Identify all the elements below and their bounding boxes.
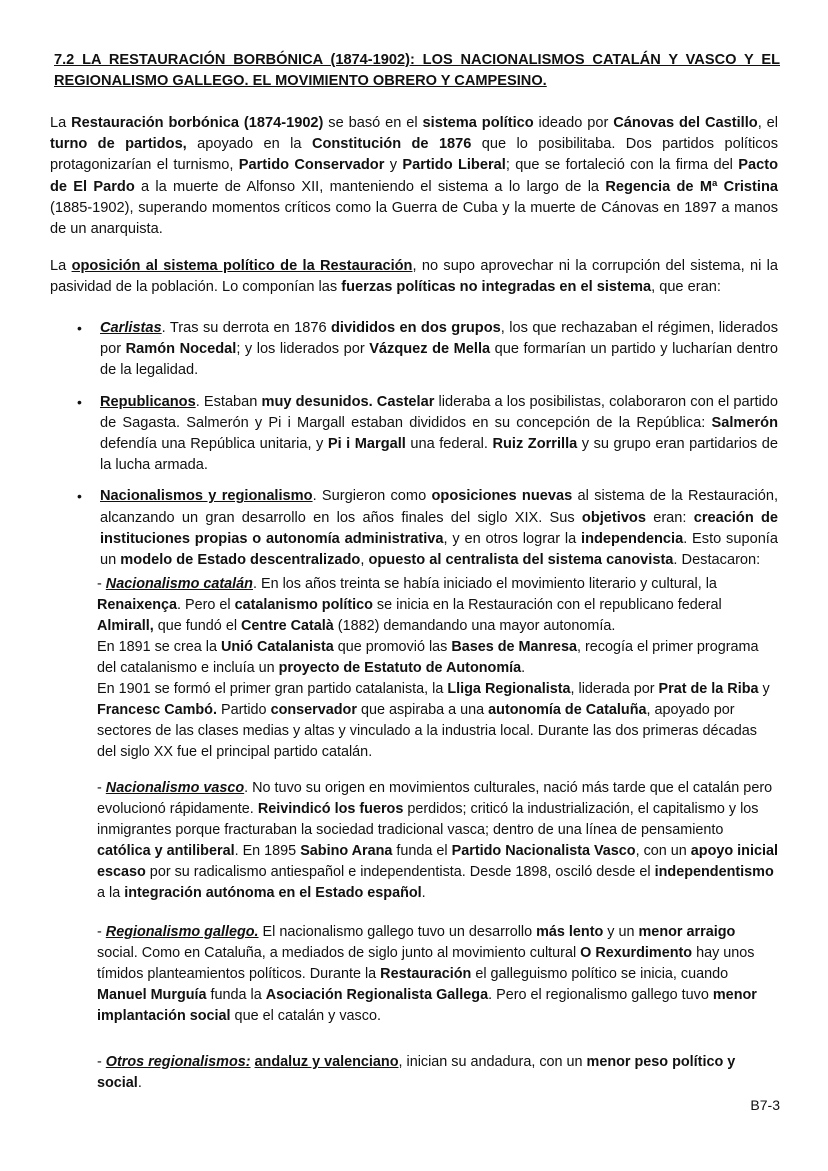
text-run: La — [50, 258, 72, 274]
text-run: , no supo aprovechar ni la corrupción del sistema, ni la pasividad de la población. Lo componían las — [50, 258, 778, 296]
text-run: . Destacaron: — [673, 552, 761, 569]
text-run: se inicia en la Restauración con el republicano federal — [372, 597, 722, 613]
text-run: funda la — [206, 987, 266, 1003]
emphasis-text: muy desunidos. — [261, 393, 373, 410]
text-run: - — [97, 1054, 106, 1070]
text-run: que formarían un partido y lucharían dentro de la legalidad. — [100, 341, 779, 379]
emphasis-text: menor peso político y social — [97, 1054, 736, 1091]
emphasis-text: Restauración — [380, 966, 472, 982]
emphasis-text: independentismo — [654, 864, 774, 880]
text-run: ; que se fortaleció con la firma del — [505, 157, 739, 174]
text-run: . Esto suponía un — [100, 530, 778, 569]
catalan-paragraph-3 — [97, 679, 779, 763]
emphasis-text: andaluz y valenciano — [254, 1054, 399, 1070]
emphasis-text: Nacionalismos y regionalismo — [100, 488, 313, 505]
emphasis-text: oposición al sistema político de la Restauración — [71, 258, 413, 274]
catalan-paragraph-2 — [97, 637, 779, 679]
emphasis-text: Cánovas del Castillo — [613, 115, 758, 131]
emphasis-text: menor arraigo — [638, 924, 736, 940]
text-run: La — [50, 115, 72, 131]
emphasis-text: Regionalismo gallego. — [105, 924, 259, 940]
text-run: hay unos tímidos planteamientos políticos. Durante la — [97, 945, 755, 982]
text-run: ideado por — [533, 115, 614, 131]
text-run: . Tras su derrota en 1876 — [161, 320, 331, 336]
text-run: . No tuvo su origen en movimientos culturales, nació más tarde que el catalán pero evolucionó rápidamente. — [97, 780, 773, 817]
text-run: que promovió las — [333, 639, 452, 655]
emphasis-text: objetivos — [581, 509, 646, 526]
text-run: , y en otros lograr la — [443, 530, 582, 547]
emphasis-text: Renaixença — [97, 597, 177, 613]
text-run: . — [137, 1075, 142, 1091]
emphasis-text: conservador — [270, 702, 357, 718]
emphasis-text: proyecto de Estatuto de Autonomía — [278, 660, 522, 676]
text-run: lideraba a los posibilistas, colaboraron con el partido de Sagasta. Salmerón y Pi i Margall estaban divididos en su concepción de la República: — [100, 393, 779, 431]
emphasis-text: Prat de la Riba — [658, 681, 759, 697]
emphasis-text: Centre Català — [241, 618, 334, 634]
emphasis-text: Partido Nacionalista Vasco — [451, 843, 636, 859]
text-run: . Pero el regionalismo gallego tuvo — [488, 987, 713, 1003]
text-run: . — [421, 885, 426, 901]
list-item-text — [100, 488, 778, 568]
emphasis-text: Ruiz Zorrilla — [492, 436, 578, 453]
text-run: - — [97, 924, 106, 940]
text-run: y su grupo eran partidarios de la lucha armada. — [100, 436, 778, 474]
emphasis-text: integración autónoma en el Estado español — [124, 885, 422, 901]
text-run: apoyado en la — [186, 136, 312, 153]
text-run: y — [384, 157, 403, 174]
text-run: (1885-1902), superando momentos críticos como la Guerra de Cuba y la muerte de Cánovas en 1897 a manos de un anarquista. — [50, 199, 778, 238]
text-run: que el catalán y vasco. — [230, 1008, 381, 1024]
opposition-list — [50, 318, 778, 581]
text-run: a la muerte de Alfonso XII, manteniendo el sistema a lo largo de la — [134, 178, 606, 195]
text-run: El nacionalismo gallego tuvo un desarrollo — [258, 924, 537, 940]
text-run: se basó en el — [323, 115, 423, 131]
page-number: B7-3 — [750, 1097, 780, 1113]
section-otros — [97, 1052, 779, 1094]
list-item-text — [100, 394, 778, 474]
text-run: , inician su andadura, con un — [398, 1054, 587, 1070]
emphasis-text: católica y antiliberal — [97, 843, 235, 859]
emphasis-text: Reivindicó los fueros — [257, 801, 404, 817]
list-item-republicanos — [50, 392, 778, 477]
list-item-carlistas — [50, 318, 778, 382]
text-run: perdidos; criticó la industrialización, el capitalismo y los inmigrantes porque fracturaban la sociedad tradicional vasca; dentro de una línea de pensamiento — [97, 801, 759, 838]
text-run: , recogía el primer programa del catalanismo e incluía un — [97, 639, 759, 676]
emphasis-text: fuerzas políticas no integradas en el sistema — [341, 279, 652, 296]
emphasis-text: Lliga Regionalista — [447, 681, 571, 697]
emphasis-text: menor implantación social — [97, 987, 757, 1024]
section-catalan — [97, 574, 779, 763]
text-run: eran: — [645, 509, 694, 526]
list-item-text — [100, 320, 778, 378]
emphasis-text: catalanismo político — [234, 597, 373, 613]
text-run: - — [97, 780, 106, 796]
text-run: , con un — [635, 843, 691, 859]
bullet-icon: • — [77, 488, 82, 505]
emphasis-text: Otros regionalismos: — [105, 1054, 251, 1070]
text-run: . Estaban — [195, 393, 262, 410]
emphasis-text: Vázquez de Mella — [369, 341, 491, 358]
emphasis-text: Restauración borbónica (1874-1902) — [71, 115, 324, 131]
text-run: , liderada por — [570, 681, 659, 697]
emphasis-text: Carlistas — [100, 320, 162, 336]
bullet-icon: • — [77, 320, 82, 336]
text-run: social. Como en Cataluña, a mediados de siglo junto al movimiento cultural — [97, 945, 581, 961]
text-run: , apoyado por sectores de las clases medias y altas y vinculado a la industria local. Durante las dos primeras décadas del siglo XX fue el principal partido catalán. — [97, 702, 757, 760]
section-vasco — [97, 778, 779, 904]
emphasis-text: Almirall, — [97, 618, 154, 634]
emphasis-text: turno de partidos, — [50, 136, 187, 153]
list-item-nacionalismos — [50, 486, 778, 571]
text-run: En 1891 se crea la — [97, 639, 221, 655]
emphasis-text: Francesc Cambó. — [97, 702, 217, 718]
emphasis-text: Bases de Manresa — [451, 639, 577, 655]
emphasis-text: Nacionalismo vasco — [105, 780, 245, 796]
text-run: , que eran: — [651, 279, 721, 296]
emphasis-text: Pacto de El Pardo — [50, 157, 779, 195]
text-run: el galleguismo político se inicia, cuando — [471, 966, 729, 982]
emphasis-text: Partido Liberal — [402, 157, 506, 174]
emphasis-text: O Rexurdimento — [580, 945, 693, 961]
text-run: , los que rechazaban el régimen, liderados por — [100, 320, 778, 358]
text-run: . Pero el — [177, 597, 235, 613]
emphasis-text: independencia — [581, 530, 684, 547]
catalan-paragraph-1 — [97, 574, 779, 637]
intro-paragraph — [50, 113, 778, 240]
text-run: (1882) demandando una mayor autonomía. — [333, 618, 616, 634]
emphasis-text: creación de instituciones propias o autonomía administrativa — [100, 509, 778, 547]
text-run: ; y los liderados por — [236, 341, 370, 358]
opposition-paragraph — [50, 256, 778, 298]
text-run: al sistema de la Restauración, alcanzando un gran desarrollo en los años finales del siglo XIX. Sus — [100, 488, 779, 526]
emphasis-text: divididos en dos grupos — [331, 320, 501, 336]
text-run: y un — [603, 924, 639, 940]
text-run: que fundó el — [153, 618, 242, 634]
emphasis-text: Manuel Murguía — [97, 987, 207, 1003]
emphasis-text: oposiciones nuevas — [431, 488, 573, 505]
text-run: , — [360, 552, 369, 569]
text-run: . Surgieron como — [312, 488, 432, 505]
text-run: En 1901 se formó el primer gran partido catalanista, la — [97, 681, 448, 697]
emphasis-text: Regencia de Mª Cristina — [605, 178, 778, 195]
emphasis-text: Unió Catalanista — [221, 639, 334, 655]
emphasis-text: Sabino Arana — [300, 843, 393, 859]
text-run: Partido — [216, 702, 271, 718]
text-run: y — [758, 681, 770, 697]
emphasis-text: Constitución de 1876 — [311, 136, 472, 153]
text-run: . — [521, 660, 526, 676]
text-run: por su radicalismo antiespañol e independentista. Desde 1898, osciló desde el — [145, 864, 655, 880]
emphasis-text: Ramón Nocedal — [125, 341, 237, 358]
bullet-icon: • — [77, 393, 82, 410]
emphasis-text: Nacionalismo catalán — [105, 576, 253, 592]
text-run: a la — [97, 885, 125, 901]
emphasis-text: Pi i Margall — [327, 436, 406, 453]
text-run: que aspiraba a una — [356, 702, 489, 718]
text-run: , el — [757, 115, 778, 131]
emphasis-text: Asociación Regionalista Gallega — [265, 987, 489, 1003]
text-run: que lo posibilitaba. Dos partidos políticos protagonizarían el turnismo, — [50, 136, 778, 174]
section-gallego — [97, 922, 779, 1027]
text-run: funda el — [392, 843, 452, 859]
emphasis-text: modelo de Estado descentralizado — [120, 552, 361, 569]
emphasis-text: opuesto al centralista del sistema canovista — [368, 552, 674, 569]
emphasis-text: apoyo inicial escaso — [97, 843, 778, 880]
emphasis-text: autonomía de Cataluña — [488, 702, 647, 718]
emphasis-text: Partido Conservador — [238, 157, 385, 174]
emphasis-text: Castelar — [376, 393, 435, 410]
emphasis-text: más lento — [536, 924, 604, 940]
text-run: defendía una República unitaria, y — [100, 436, 328, 453]
emphasis-text: Salmerón — [711, 414, 778, 431]
text-run: . En los años treinta se había iniciado el movimiento literario y cultural, la — [252, 576, 717, 592]
text-run: - — [97, 576, 106, 592]
text-run: una federal. — [405, 436, 493, 453]
emphasis-text: Republicanos — [100, 393, 196, 410]
text-run: . En 1895 — [234, 843, 301, 859]
emphasis-text: sistema político — [422, 115, 534, 131]
page-title: 7.2 LA RESTAURACIÓN BORBÓNICA (1874-1902): LOS NACIONALISMOS CATALÁN Y VASCO Y EL REGIONALISMO GALLEGO. EL MOVIMIENTO OBRERO Y CAMPESINO. — [54, 52, 780, 89]
